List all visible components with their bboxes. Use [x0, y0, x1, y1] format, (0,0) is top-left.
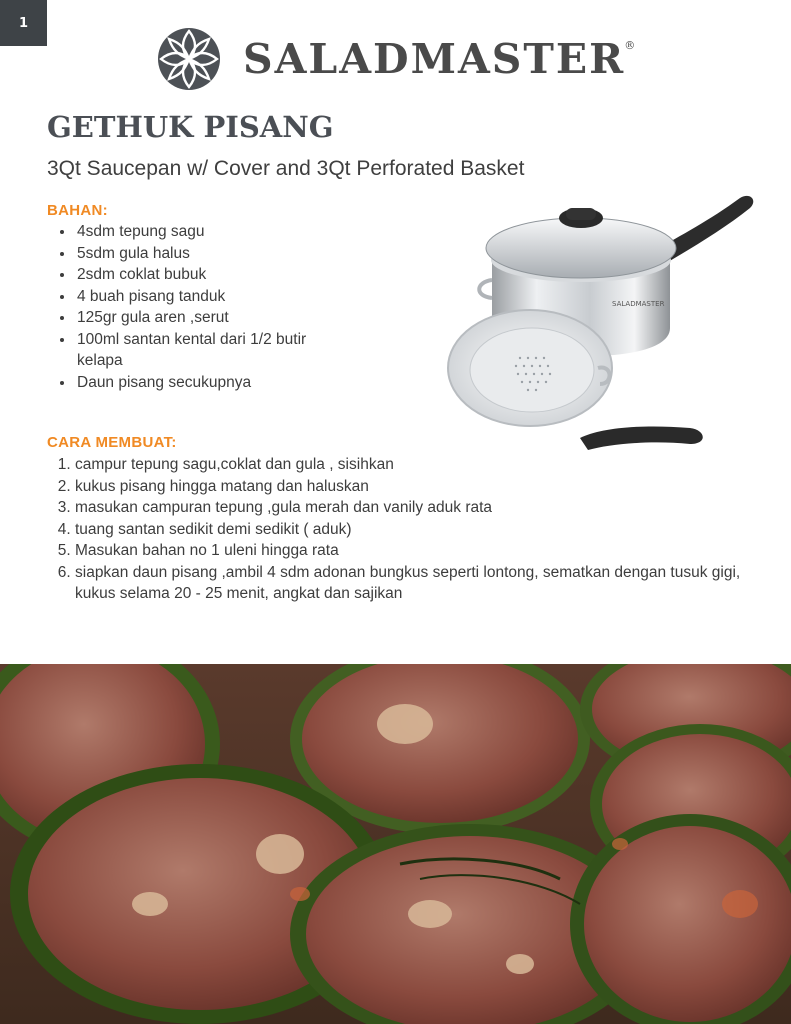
ingredient-item: • 125gr gula aren ,serut: [75, 307, 375, 329]
ingredient-item: • 100ml santan kental dari 1/2 butir kelapa: [75, 329, 347, 372]
step-item: 6. siapkan daun pisang ,ambil 4 sdm adonan bungkus seperti lontong, sematkan dengan tusuk gigi, kukus selama 20 - 25 menit, angkat dan sajikan: [75, 562, 775, 605]
ingredient-item: • 4sdm tepung sagu: [75, 221, 375, 243]
step-item: 5. Masukan bahan no 1 uleni hingga rata: [75, 540, 775, 562]
steps-list: [59, 454, 775, 605]
step-item: 4. tuang santan sedikit demi sedikit ( aduk): [75, 519, 775, 541]
brand-name: SALADMASTER ®: [243, 35, 638, 83]
step-item: 3. masukan campuran tepung ,gula merah dan vanily aduk rata: [75, 497, 775, 519]
ingredient-item: • Daun pisang secukupnya: [75, 372, 375, 394]
steps-heading: CARA MEMBUAT:: [47, 434, 177, 451]
ingredient-item: • 4 buah pisang tanduk: [75, 286, 375, 308]
brand-logo: [157, 26, 638, 92]
ingredient-item: • 5sdm gula halus: [75, 243, 375, 265]
ingredients-heading: BAHAN:: [47, 202, 108, 219]
saucepan-basket-image: [440, 188, 760, 463]
svg-text:SALADMASTER: SALADMASTER: [612, 300, 665, 308]
gethuk-pisang-photo: [0, 664, 791, 1024]
page-number-badge: 1: [0, 0, 47, 46]
step-item: 2. kukus pisang hingga matang dan haluskan: [75, 476, 775, 498]
ingredients-list: [57, 221, 375, 393]
step-item: 1. campur tepung sagu,coklat dan gula , sisihkan: [75, 454, 775, 476]
saladmaster-emblem-icon: [157, 27, 221, 91]
cookware-subtitle: 3Qt Saucepan w/ Cover and 3Qt Perforated Basket: [47, 157, 525, 180]
ingredient-item: • 2sdm coklat bubuk: [75, 264, 375, 286]
recipe-title: GETHUK PISANG: [47, 110, 334, 144]
